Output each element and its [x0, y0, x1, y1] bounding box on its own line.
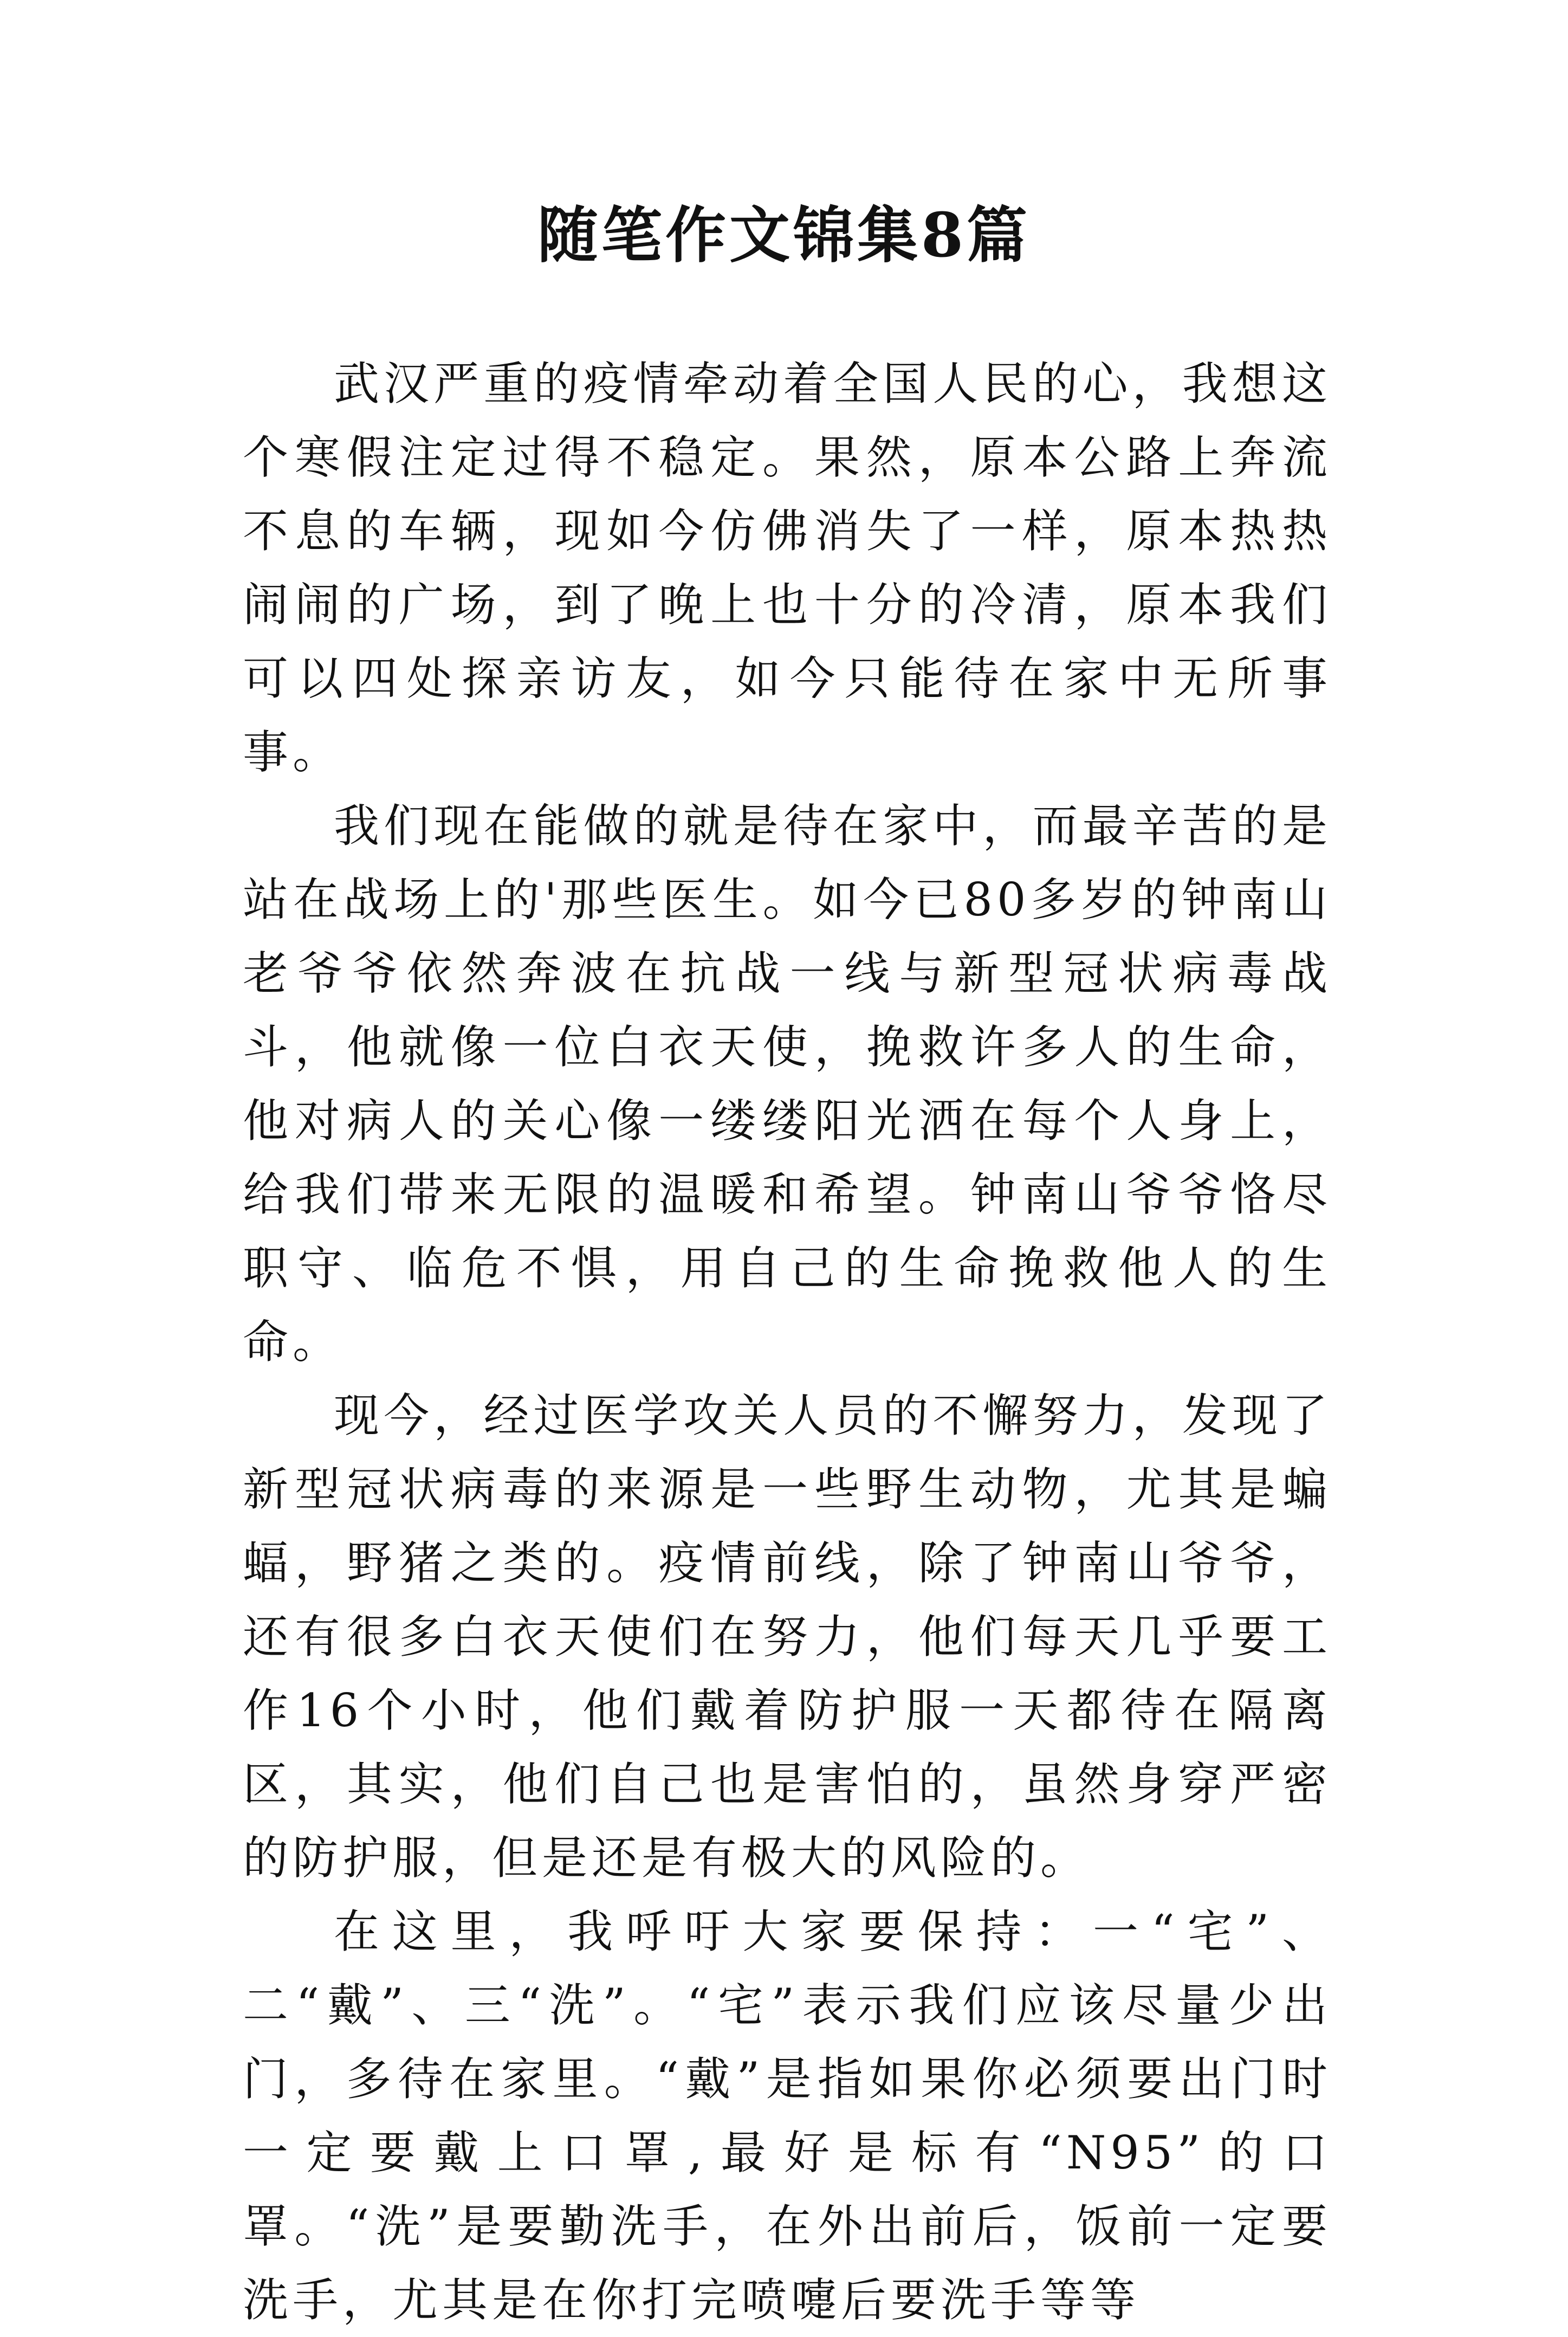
document-title: 随笔作文锦集8篇: [537, 200, 1031, 271]
paragraph-1: 武汉严重的疫情牵动着全国人民的心，我想这个寒假注定过得不稳定。果然，原本公路上奔流不息的车辆，现如今仿佛消失了一样，原本热热闹闹的广场，到了晚上也十分的冷清，原本我们可以四处探亲访友，如今只能待在家中无所事事。: [243, 357, 1332, 779]
paragraph-3: 现今，经过医学攻关人员的不懈努力，发现了新型冠状病毒的来源是一些野生动物，尤其是蝙蝠，野猪之类的。疫情前线，除了钟南山爷爷，还有很多白衣天使们在努力，他们每天几乎要工作16个小时，他们戴着防护服一天都待在隔离区，其实，他们自己也是害怕的，虽然身穿严密的防护服，但是还是有极大的风险的。: [243, 1389, 1332, 1884]
paragraph-4: 在这里，我呼吁大家要保持：一“宅”、二“戴”、三“洗”。“宅”表示我们应该尽量少出门，多待在家里。“戴”是指如果你必须要出门时一定要戴上口罩,最好是标有“N95”的口罩。“洗”是要勤洗手，在外出前后，饭前一定要洗手，尤其是在你打完喷嚏后要洗手等等: [243, 1905, 1332, 2327]
document-body: [243, 347, 1332, 2337]
paragraph-2: 我们现在能做的就是待在家中，而最辛苦的是站在战场上的'那些医生。如今已80多岁的钟南山老爷爷依然奔波在抗战一线与新型冠状病毒战斗，他就像一位白衣天使，挽救许多人的生命，他对病人的关心像一缕缕阳光洒在每个人身上，给我们带来无限的温暖和希望。钟南山爷爷恪尽职守、临危不惧，用自己的生命挽救他人的生命。: [243, 799, 1332, 1368]
